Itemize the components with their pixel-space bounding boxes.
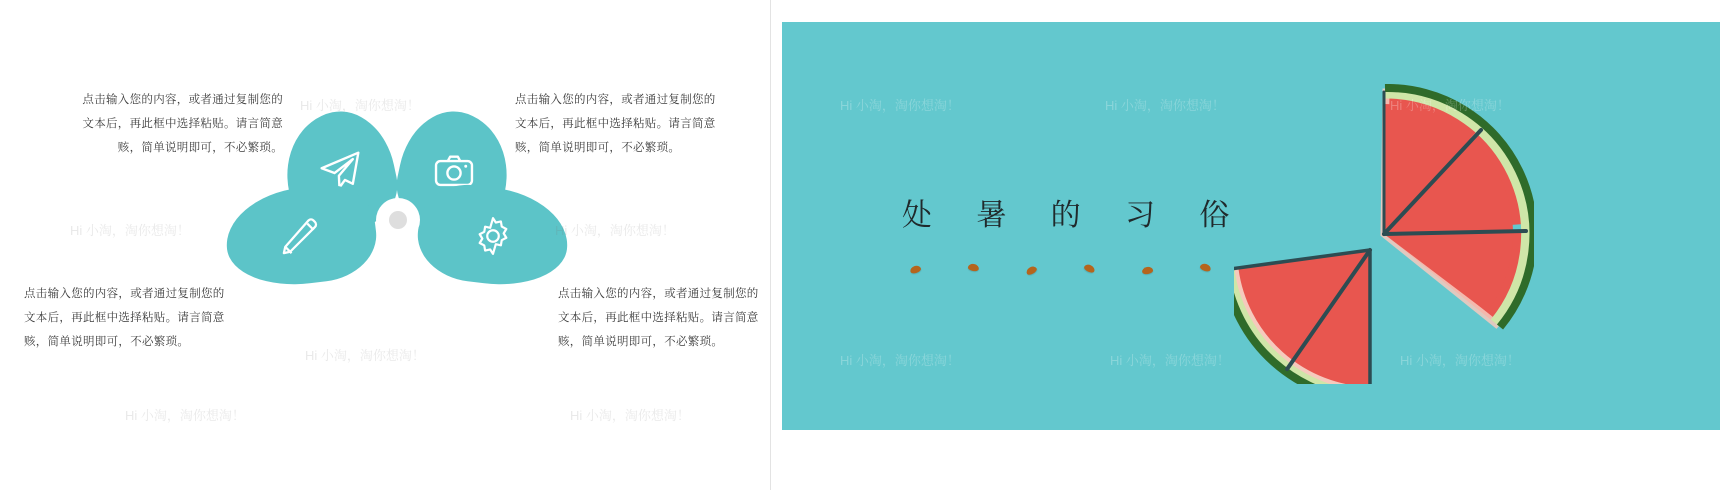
watermelon-image — [1234, 84, 1534, 384]
seed-dot — [1025, 265, 1038, 277]
watermark-text: Hi 小淘，淘你想淘！ — [1450, 453, 1570, 468]
watermark-text: Hi 小淘，淘你想淘！ — [1105, 98, 1225, 113]
seed-dot — [967, 263, 979, 272]
diagram-center-hub — [376, 198, 420, 242]
watermark-text: Hi 小淘，淘你想淘！ — [840, 353, 960, 368]
diagram-center-dot — [389, 211, 407, 229]
text-block-top-left[interactable]: 点击输入您的内容，或者通过复制您的文本后，再此框中选择粘贴。请言简意赅，简单说明即可，不必繁琐。 — [82, 94, 283, 155]
watermark-text: Hi 小淘，淘你想淘！ — [1400, 353, 1520, 368]
seed-dot — [1199, 262, 1212, 272]
slide-title: 处 暑 的 习 俗 — [902, 199, 1248, 232]
slide-right — [782, 22, 1720, 430]
text-block-bottom-right[interactable]: 点击输入您的内容，或者通过复制您的文本后，再此框中选择粘贴。请言简意赅，简单说明即可，不必繁琐。 — [558, 288, 759, 349]
watermark-text: Hi 小淘，淘你想淘！ — [905, 453, 1025, 468]
seed-dot — [909, 264, 922, 274]
watermark-text: Hi 小淘，淘你想淘！ — [1175, 453, 1295, 468]
petal-pencil[interactable] — [221, 179, 382, 293]
watermark-text: Hi 小淘，淘你想淘！ — [840, 98, 960, 113]
petal-gear[interactable] — [413, 179, 574, 293]
watermark-text: Hi 小淘，淘你想淘！ — [1390, 98, 1510, 113]
gear-icon — [472, 215, 514, 257]
seed-dot — [1083, 263, 1096, 274]
text-block-top-right[interactable]: 点击输入您的内容，或者通过复制您的文本后，再此框中选择粘贴。请言简意赅，简单说明即可，不必繁琐。 — [515, 94, 716, 155]
watermark-text: Hi 小淘，淘你想淘！ — [1110, 353, 1230, 368]
seed-dot — [1141, 266, 1153, 275]
text-block-bottom-left[interactable]: 点击输入您的内容，或者通过复制您的文本后，再此框中选择粘贴。请言简意赅，简单说明即可，不必繁琐。 — [24, 288, 225, 349]
pencil-icon — [280, 215, 322, 257]
slide-divider — [770, 0, 771, 490]
slide-left — [0, 0, 770, 490]
